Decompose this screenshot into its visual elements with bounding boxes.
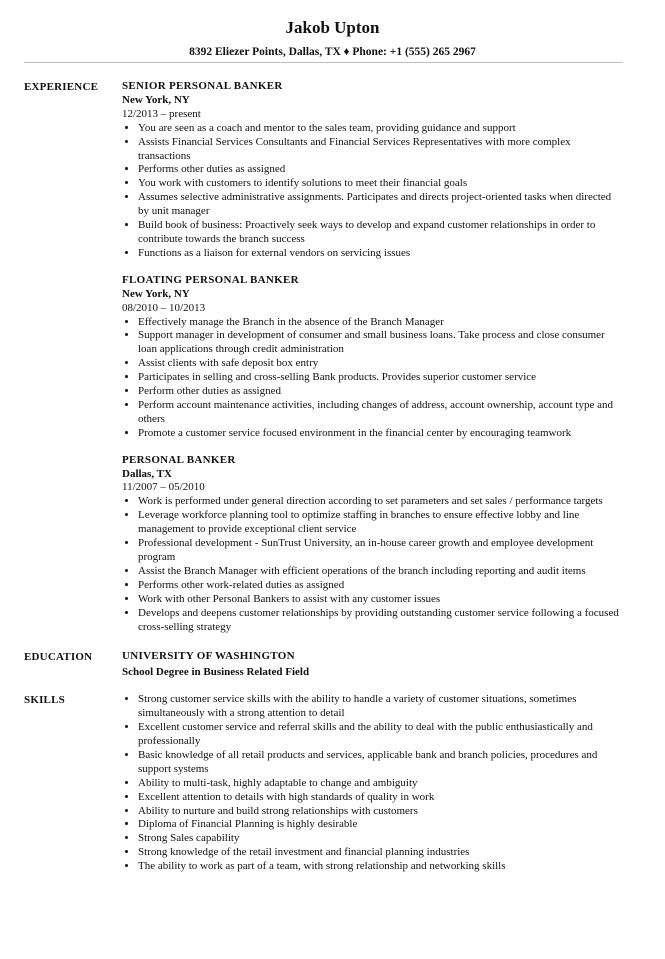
degree: School Degree in Business Related Field (122, 666, 310, 679)
bullet-item: • Professional development - SunTrust University, an in-house career growth and employee development program (138, 537, 623, 565)
resume-header (24, 18, 623, 60)
skills-section (24, 693, 623, 874)
skill-item: • Excellent customer service and referral skills and the ability to deal with the public enthusiastically and professionally (138, 721, 623, 749)
skills-body (122, 693, 623, 874)
bullet-item: • Assist clients with safe deposit box entry (138, 357, 623, 371)
candidate-name: Jakob Upton (285, 18, 380, 37)
skill-item: • Ability to nurture and build strong relationships with customers (138, 805, 623, 819)
school-name: UNIVERSITY OF WASHINGTON (122, 650, 295, 663)
skill-item: • Strong customer service skills with the ability to handle a variety of customer situations, sometimes simultaneously with a strong attention to detail (138, 693, 623, 721)
job-dates: 12/2013 – present (122, 107, 201, 120)
job-bullets (122, 122, 623, 261)
job-title: PERSONAL BANKER (122, 453, 236, 466)
job-dates: 11/2007 – 05/2010 (122, 481, 205, 494)
bullet-item: • Participates in selling and cross-selling Bank products. Provides superior customer service (138, 371, 623, 385)
experience-section (24, 80, 623, 634)
bullet-item: • You are seen as a coach and mentor to the sales team, providing guidance and support (138, 122, 623, 136)
skill-item: • Strong knowledge of the retail investment and financial planning industries (138, 846, 623, 860)
job-location: New York, NY (122, 93, 190, 106)
bullet-item: • Work with other Personal Bankers to assist with any customer issues (138, 593, 623, 607)
bullet-item: • Develops and deepens customer relationships by providing outstanding customer service following a focused cross-selling strategy (138, 607, 623, 635)
job-location: New York, NY (122, 287, 190, 300)
job-title: FLOATING PERSONAL BANKER (122, 273, 299, 286)
bullet-item: • Build book of business: Proactively seek ways to develop and expand customer relationships in order to contribute towards the branch success (138, 219, 623, 247)
job-entry (122, 80, 623, 261)
bullet-item: • You work with customers to identify solutions to meet their financial goals (138, 177, 623, 191)
bullet-item: • Assumes selective administrative assignments. Participates and directs project-oriented tasks when directed by unit manager (138, 191, 623, 219)
bullet-item: • Support manager in development of consumer and small business loans. Take process and close consumer loan applications through credit administration (138, 329, 623, 357)
job-bullets (122, 495, 623, 634)
job-bullets (122, 316, 623, 441)
skill-item: • The ability to work as part of a team, with strong relationship and networking skills (138, 860, 623, 874)
job-dates: 08/2010 – 10/2013 (122, 301, 206, 314)
bullet-item: • Assist the Branch Manager with efficient operations of the branch including reporting and audit items (138, 565, 623, 579)
bullet-item: • Work is performed under general direction according to set parameters and set sales / performance targets (138, 495, 623, 509)
bullet-item: • Performs other work-related duties as assigned (138, 579, 623, 593)
skills-list (122, 693, 623, 874)
skill-item: • Strong Sales capability (138, 832, 623, 846)
education-body (122, 650, 623, 680)
bullet-item: • Perform account maintenance activities, including changes of address, account ownership, account type and others (138, 399, 623, 427)
bullet-item: • Perform other duties as assigned (138, 385, 623, 399)
job-location: Dallas, TX (122, 467, 172, 480)
job-title: SENIOR PERSONAL BANKER (122, 80, 283, 92)
experience-body (122, 80, 623, 634)
skill-item: • Ability to multi-task, highly adaptable to change and ambiguity (138, 777, 623, 791)
skill-item: • Diploma of Financial Planning is highly desirable (138, 818, 623, 832)
skill-item: • Basic knowledge of all retail products and services, applicable bank and branch policies, procedures and support systems (138, 749, 623, 777)
education-label: EDUCATION (24, 651, 93, 664)
skill-item: • Excellent attention to details with high standards of quality in work (138, 791, 623, 805)
experience-label: EXPERIENCE (24, 81, 99, 93)
job-entry (122, 454, 623, 635)
bullet-item: • Leverage workforce planning tool to optimize staffing in branches to ensure effective lobby and line management to provide exceptional client service (138, 509, 623, 537)
job-entry (122, 274, 623, 441)
bullet-item: • Effectively manage the Branch in the absence of the Branch Manager (138, 316, 623, 330)
header-divider (24, 62, 623, 63)
education-section (24, 650, 623, 680)
bullet-item: • Functions as a liaison for external vendors on servicing issues (138, 247, 623, 261)
skills-label: SKILLS (24, 694, 65, 707)
bullet-item: • Performs other duties as assigned (138, 163, 623, 177)
bullet-item: • Assists Financial Services Consultants and Financial Services Representatives with more complex transactions (138, 136, 623, 164)
bullet-item: • Promote a customer service focused environment in the financial center by encouraging teamwork (138, 427, 623, 441)
contact-line: 8392 Eliezer Points, Dallas, TX ♦ Phone: +1 (555) 265 2967 (189, 46, 476, 58)
